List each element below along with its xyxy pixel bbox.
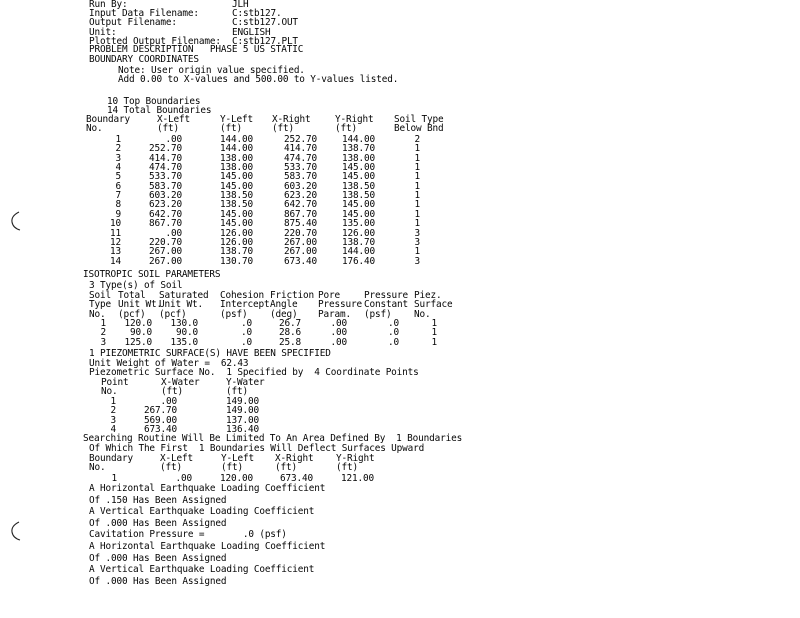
soil-column-header: Soil (89, 290, 111, 301)
soil-column-header: Pore (318, 290, 340, 301)
piezometric-cell: 2 (110, 405, 116, 417)
deflect-surfaces-line: Of Which The First 1 Boundaries Will Deflect Surfaces Upward (89, 443, 425, 454)
boundary-column-header: Y-Right (335, 114, 374, 125)
boundary-cell: 623.20 (149, 199, 182, 211)
boundary-cell: 267.00 (284, 246, 317, 258)
boundary-cell: 138.50 (342, 190, 375, 202)
piezometric-cell: 149.00 (226, 396, 259, 407)
boundary-column-header: X-Left (157, 114, 190, 125)
soil-column-header: (psf) (220, 308, 248, 320)
boundary-cell: 623.20 (284, 190, 317, 202)
boundary-cell: 474.70 (284, 152, 317, 164)
soil-column-header: Surface (414, 299, 453, 311)
boundary-cell: 1 (414, 246, 420, 258)
boundary-cell: 11 (110, 227, 121, 239)
boundary-cell: 138.70 (342, 236, 375, 248)
boundary-cell: 1 (414, 171, 420, 183)
soil-column-header: Param. (318, 308, 351, 320)
boundary-cell: 267.00 (284, 236, 317, 248)
boundary-cell: 252.70 (284, 134, 317, 145)
boundary-cell: 3 (414, 236, 420, 248)
boundary-cell: 14 (110, 255, 121, 267)
search-column-header: (ft) (221, 462, 243, 474)
soil-column-header: (deg) (270, 308, 298, 320)
search-cell: 120.00 (220, 473, 253, 484)
piezometric-heading: 1 PIEZOMETRIC SURFACE(S) HAVE BEEN SPECIFIED (89, 348, 331, 359)
boundary-cell: 138.50 (220, 190, 253, 202)
piezometric-cell: 569.00 (144, 414, 177, 426)
boundary-section-title: BOUNDARY COORDINATES (89, 54, 199, 65)
origin-note: Note: User origin value specified. (118, 65, 305, 76)
boundary-cell: 3 (414, 227, 420, 239)
boundary-cell: 138.50 (220, 199, 253, 211)
soil-column-header: Type (89, 299, 111, 311)
boundary-cell: 1 (414, 180, 420, 192)
header-value: C:stb127.OUT (232, 17, 298, 29)
search-column-header: (ft) (160, 462, 182, 474)
coefficient-line: A Horizontal Earthquake Loading Coefficient (89, 483, 326, 494)
coefficient-line: Of .000 Has Been Assigned (89, 552, 227, 564)
boundary-cell: 1 (414, 208, 420, 220)
boundary-cell: 138.00 (220, 162, 253, 174)
piezometric-cell: 4 (110, 424, 116, 436)
boundary-cell: 1 (414, 218, 420, 230)
soil-cell: .0 (241, 336, 252, 348)
boundary-cell: 1 (414, 152, 420, 164)
boundary-cell: 220.70 (149, 236, 182, 248)
boundary-column-header: Below Bnd (394, 123, 444, 135)
soil-column-header: Piez. (414, 290, 442, 301)
boundary-cell: 176.40 (342, 255, 375, 267)
piezometric-surface-spec: Piezometric Surface No. 1 Specified by 4 Coordinate Points (89, 367, 419, 378)
search-cell: 1 (111, 473, 117, 484)
boundary-cell: 3 (414, 255, 420, 267)
boundary-cell: 533.70 (149, 171, 182, 183)
boundary-cell: 144.00 (220, 143, 253, 155)
soil-cell: .0 (388, 336, 399, 348)
search-column-header: X-Right (275, 453, 314, 464)
boundary-cell: 1 (414, 190, 420, 202)
boundary-cell: 642.70 (284, 199, 317, 211)
boundary-cell: 145.00 (342, 162, 375, 174)
coefficient-line: A Horizontal Earthquake Loading Coefficient (89, 541, 326, 552)
coefficient-line: Of .150 Has Been Assigned (89, 494, 227, 506)
boundary-cell: 267.00 (149, 246, 182, 258)
boundary-cell: 144.00 (342, 134, 375, 145)
boundary-cell: 13 (110, 246, 121, 258)
piezometric-cell: .00 (160, 396, 177, 407)
soil-cell: 1 (431, 336, 437, 348)
soil-section-title: ISOTROPIC SOIL PARAMETERS (83, 269, 221, 280)
soil-column-header: Cohesion (220, 290, 264, 301)
search-column-header: (ft) (336, 462, 358, 474)
soil-cell: .00 (330, 336, 347, 348)
top-boundaries-count: 10 Top Boundaries (107, 96, 201, 107)
boundary-cell: 144.00 (220, 134, 253, 145)
boundary-cell: 603.20 (284, 180, 317, 192)
soil-cell: 130.0 (170, 318, 198, 329)
soil-cell: 3 (100, 336, 106, 348)
boundary-cell: 12 (110, 236, 121, 248)
soil-cell: .0 (388, 318, 399, 329)
soil-column-header: (pcf) (118, 308, 146, 320)
coefficient-line: Of .000 Has Been Assigned (89, 517, 227, 529)
boundary-column-header: Boundary (86, 114, 130, 125)
coefficient-line: A Vertical Earthquake Loading Coefficient (89, 506, 315, 518)
boundary-cell: 867.70 (149, 218, 182, 230)
boundary-cell: 252.70 (149, 143, 182, 155)
boundary-cell: 145.00 (342, 199, 375, 211)
soil-cell: 135.0 (170, 336, 198, 348)
header-value: C:stb127. (232, 8, 282, 20)
soil-cell: 2 (100, 327, 106, 339)
piezometric-cell: 673.40 (144, 424, 177, 436)
soil-column-header: Friction (270, 290, 314, 301)
boundary-cell: 603.20 (149, 190, 182, 202)
boundary-cell: 138.00 (220, 152, 253, 164)
soil-column-header: Unit Wt. (118, 299, 162, 311)
boundary-cell: 583.70 (284, 171, 317, 183)
boundary-column-header: Soil Type (394, 114, 444, 125)
boundary-cell: 6 (115, 180, 121, 192)
total-boundaries-count: 14 Total Boundaries (107, 105, 212, 116)
piezometric-column-header: Point (101, 377, 129, 388)
boundary-cell: 1 (414, 199, 420, 211)
margin-bracket-mark (8, 210, 22, 232)
boundary-cell: 7 (115, 190, 121, 202)
boundary-cell: 126.00 (220, 236, 253, 248)
header-value: ENGLISH (232, 26, 271, 38)
soil-column-header: Intercept (220, 299, 270, 311)
boundary-cell: 9 (115, 208, 121, 220)
piezometric-cell: 3 (110, 414, 116, 426)
soil-cell: 1 (100, 318, 106, 329)
problem-description: PROBLEM DESCRIPTION PHASE 5 US STATIC (89, 44, 304, 55)
piezometric-column-header: (ft) (161, 386, 183, 398)
boundary-column-header: (ft) (272, 123, 294, 135)
search-cell: 673.40 (280, 473, 313, 484)
search-column-header: (ft) (275, 462, 297, 474)
boundary-cell: 642.70 (149, 208, 182, 220)
soil-column-header: (psf) (364, 308, 392, 320)
boundary-cell: 875.40 (284, 218, 317, 230)
piezometric-column-header: Y-Water (226, 377, 265, 388)
boundary-cell: 10 (110, 218, 121, 230)
boundary-cell: 138.00 (342, 152, 375, 164)
search-column-header: Y-Left (221, 453, 254, 464)
soil-column-header: (pcf) (159, 308, 187, 320)
boundary-column-header: (ft) (335, 123, 357, 135)
soil-column-header: No. (89, 308, 106, 320)
search-column-header: Y-Right (336, 453, 375, 464)
soil-cell: 1 (431, 327, 437, 339)
soil-cell: 90.0 (130, 327, 152, 339)
boundary-cell: 414.70 (284, 143, 317, 155)
boundary-cell: 138.50 (342, 180, 375, 192)
soil-column-header: Pressure (364, 290, 408, 301)
boundary-cell: 130.70 (220, 255, 253, 267)
piezometric-column-header: X-Water (161, 377, 200, 388)
boundary-cell: 1 (414, 143, 420, 155)
boundary-cell: 145.00 (220, 171, 253, 183)
soil-column-header: Saturated (159, 290, 209, 301)
soil-column-header: Total (118, 290, 146, 301)
soil-cell: .0 (241, 327, 252, 339)
piezometric-cell: 137.00 (226, 414, 259, 426)
piezometric-column-header: No. (101, 386, 118, 398)
boundary-cell: 267.00 (149, 255, 182, 267)
boundary-cell: .00 (165, 227, 182, 239)
header-key: Run By: (89, 0, 128, 10)
boundary-cell: 138.70 (342, 143, 375, 155)
search-column-header: No. (89, 462, 106, 474)
boundary-cell: 145.00 (342, 208, 375, 220)
boundary-column-header: No. (86, 123, 103, 135)
boundary-cell: 135.00 (342, 218, 375, 230)
soil-cell: 25.8 (279, 336, 301, 348)
soil-type-count: 3 Type(s) of Soil (89, 280, 183, 291)
boundary-cell: 867.70 (284, 208, 317, 220)
search-column-header: X-Left (160, 453, 193, 464)
soil-cell: 120.0 (124, 318, 152, 329)
boundary-cell: 1 (115, 134, 121, 145)
boundary-column-header: X-Right (272, 114, 311, 125)
soil-cell: .0 (388, 327, 399, 339)
coefficient-line: A Vertical Earthquake Loading Coefficient (89, 564, 315, 576)
soil-column-header: Angle (270, 299, 298, 311)
header-key: Input Data Filename: (89, 8, 199, 20)
piezometric-cell: 267.70 (144, 405, 177, 417)
boundary-cell: 145.00 (342, 171, 375, 183)
boundary-cell: 8 (115, 199, 121, 211)
search-cell: .00 (175, 473, 192, 484)
soil-cell: 26.7 (279, 318, 301, 329)
boundary-cell: 414.70 (149, 152, 182, 164)
search-column-header: Boundary (89, 453, 133, 464)
boundary-cell: 474.70 (149, 162, 182, 174)
boundary-cell: 126.00 (342, 227, 375, 239)
soil-cell: .00 (330, 318, 347, 329)
header-key: Unit: (89, 26, 117, 38)
boundary-cell: 126.00 (220, 227, 253, 239)
search-limit-line: Searching Routine Will Be Limited To An Area Defined By 1 Boundaries (83, 433, 463, 444)
soil-cell: 28.6 (279, 327, 301, 339)
boundary-cell: 144.00 (342, 246, 375, 258)
soil-column-header: Unit Wt. (159, 299, 203, 311)
header-key: Plotted Output Filename: (89, 35, 221, 47)
header-key: Output Filename: (89, 17, 177, 29)
boundary-cell: 2 (115, 143, 121, 155)
search-cell: 121.00 (341, 473, 374, 484)
boundary-cell: 145.00 (220, 218, 253, 230)
boundary-cell: 4 (115, 162, 121, 174)
boundary-cell: 1 (414, 162, 420, 174)
boundary-cell: 5 (115, 171, 121, 183)
soil-cell: 1 (431, 318, 437, 329)
boundary-cell: 2 (414, 134, 420, 145)
boundary-cell: 533.70 (284, 162, 317, 174)
soil-column-header: No. (414, 308, 431, 320)
boundary-column-header: (ft) (157, 123, 179, 135)
margin-bracket-mark (8, 520, 22, 542)
soil-column-header: Constant (364, 299, 408, 311)
boundary-cell: 583.70 (149, 180, 182, 192)
boundary-cell: 3 (115, 152, 121, 164)
soil-cell: 125.0 (124, 336, 152, 348)
header-value: JLH (232, 0, 249, 10)
soil-column-header: Pressure (318, 299, 362, 311)
boundary-cell: 220.70 (284, 227, 317, 239)
boundary-cell: 145.00 (220, 208, 253, 220)
boundary-cell: 145.00 (220, 180, 253, 192)
coefficient-line: Of .000 Has Been Assigned (89, 575, 227, 587)
soil-cell: .0 (241, 318, 252, 329)
piezometric-cell: 149.00 (226, 405, 259, 417)
header-value: C:stb127.PLT (232, 35, 298, 47)
coefficient-line: Cavitation Pressure = .0 (psf) (89, 529, 287, 541)
offset-note: Add 0.00 to X-values and 500.00 to Y-values listed. (118, 74, 399, 85)
piezometric-cell: 136.40 (226, 424, 259, 436)
boundary-cell: 138.70 (220, 246, 253, 258)
boundary-column-header: Y-Left (220, 114, 253, 125)
soil-cell: .00 (330, 327, 347, 339)
boundary-column-header: (ft) (220, 123, 242, 135)
unit-weight-water: Unit Weight of Water = 62.43 (89, 358, 249, 369)
boundary-cell: .00 (165, 134, 182, 145)
piezometric-column-header: (ft) (226, 386, 248, 398)
piezometric-cell: 1 (110, 396, 116, 407)
soil-cell: 90.0 (176, 327, 198, 339)
boundary-cell: 673.40 (284, 255, 317, 267)
